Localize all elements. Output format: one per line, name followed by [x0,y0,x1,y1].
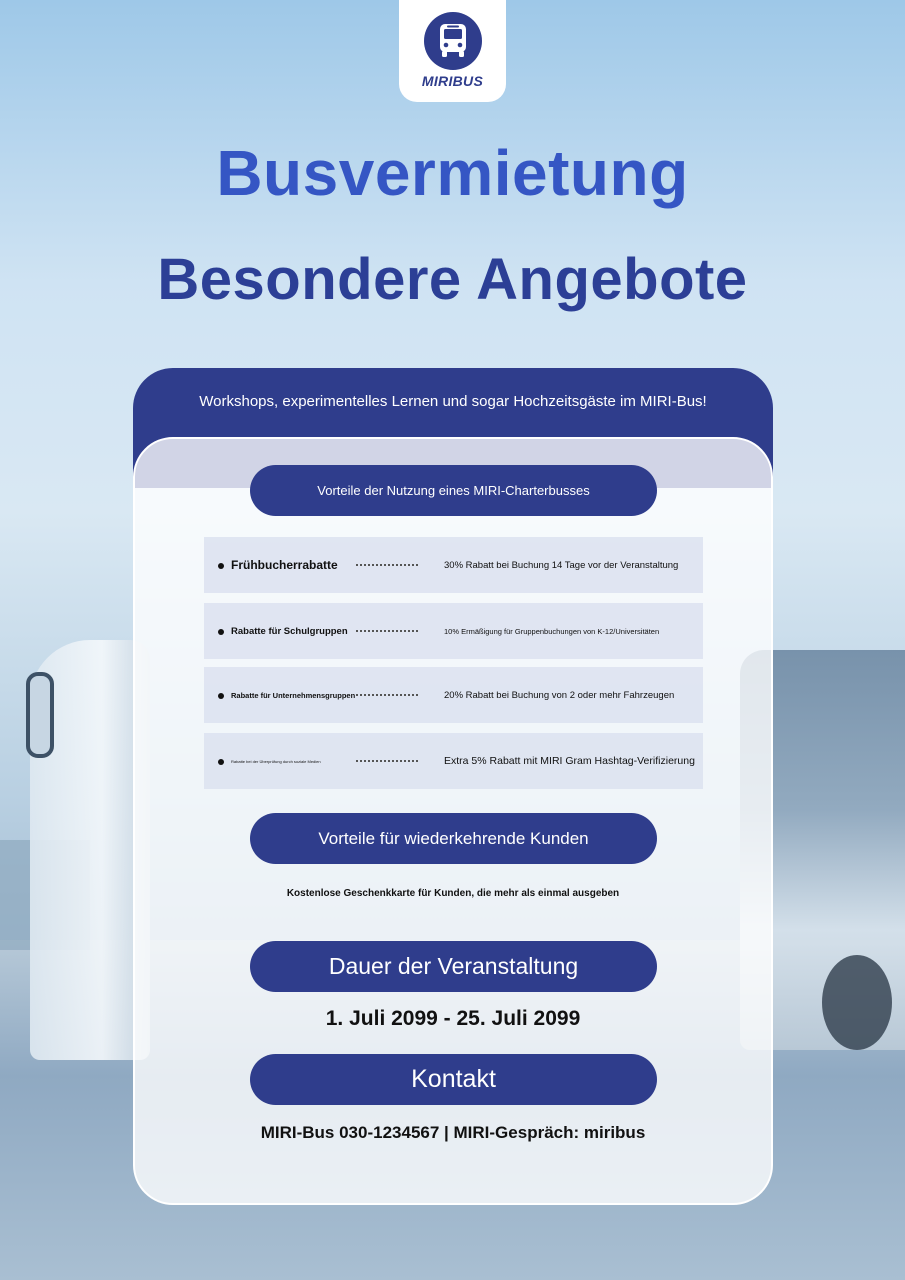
background-bus-mirror [26,672,54,758]
discount-row [204,667,703,723]
benefits-heading: Vorteile der Nutzung eines MIRI-Charterbusses [250,465,657,516]
contact-text: MIRI-Bus 030-1234567 | MIRI-Gespräch: miribus [260,1123,646,1142]
discount-row [204,733,703,789]
dotted-leader [356,630,418,632]
contact-heading: Kontakt [250,1054,657,1105]
discount-label: Rabatte bei der Überprüfung durch soziale Medien [231,758,321,764]
returning-customers-text: Kostenlose Geschenkkarte für Kunden, die mehr als einmal ausgeben [286,888,620,899]
discount-value: 20% Rabatt bei Buchung von 2 oder mehr Fahrzeugen [444,689,675,701]
page-subtitle: Besondere Angebote [157,247,748,312]
bus-icon [424,12,482,70]
card-header-text: Workshops, experimentelles Lernen und sogar Hochzeitsgäste im MIRI-Bus! [199,393,707,410]
duration-heading: Dauer der Veranstaltung [250,941,657,992]
dotted-leader [356,694,418,696]
page-title: Busvermietung [216,137,689,209]
discount-label: Frühbucherrabatte [231,558,338,572]
bullet-icon [218,563,224,569]
brand-logo [399,0,506,102]
bullet-icon [218,629,224,635]
discount-label: Rabatte für Unternehmensgruppen [231,690,356,700]
duration-dates: 1. Juli 2099 - 25. Juli 2099 [325,1007,581,1030]
discount-label: Rabatte für Schulgruppen [231,625,348,637]
brand-name: MIRIBUS [421,73,484,89]
background-bus-wheel [822,955,892,1050]
discount-value: 30% Rabatt bei Buchung 14 Tage vor der Veranstaltung [444,559,679,571]
discount-row [204,537,703,593]
bullet-icon [218,759,224,765]
dotted-leader [356,564,418,566]
discount-value: Extra 5% Rabatt mit MIRI Gram Hashtag-Verifizierung [444,755,695,767]
discount-value: 10% Ermäßigung für Gruppenbuchungen von K-12/Universitäten [444,626,660,636]
returning-customers-heading: Vorteile für wiederkehrende Kunden [250,813,657,864]
discount-row [204,603,703,659]
bullet-icon [218,693,224,699]
dotted-leader [356,760,418,762]
